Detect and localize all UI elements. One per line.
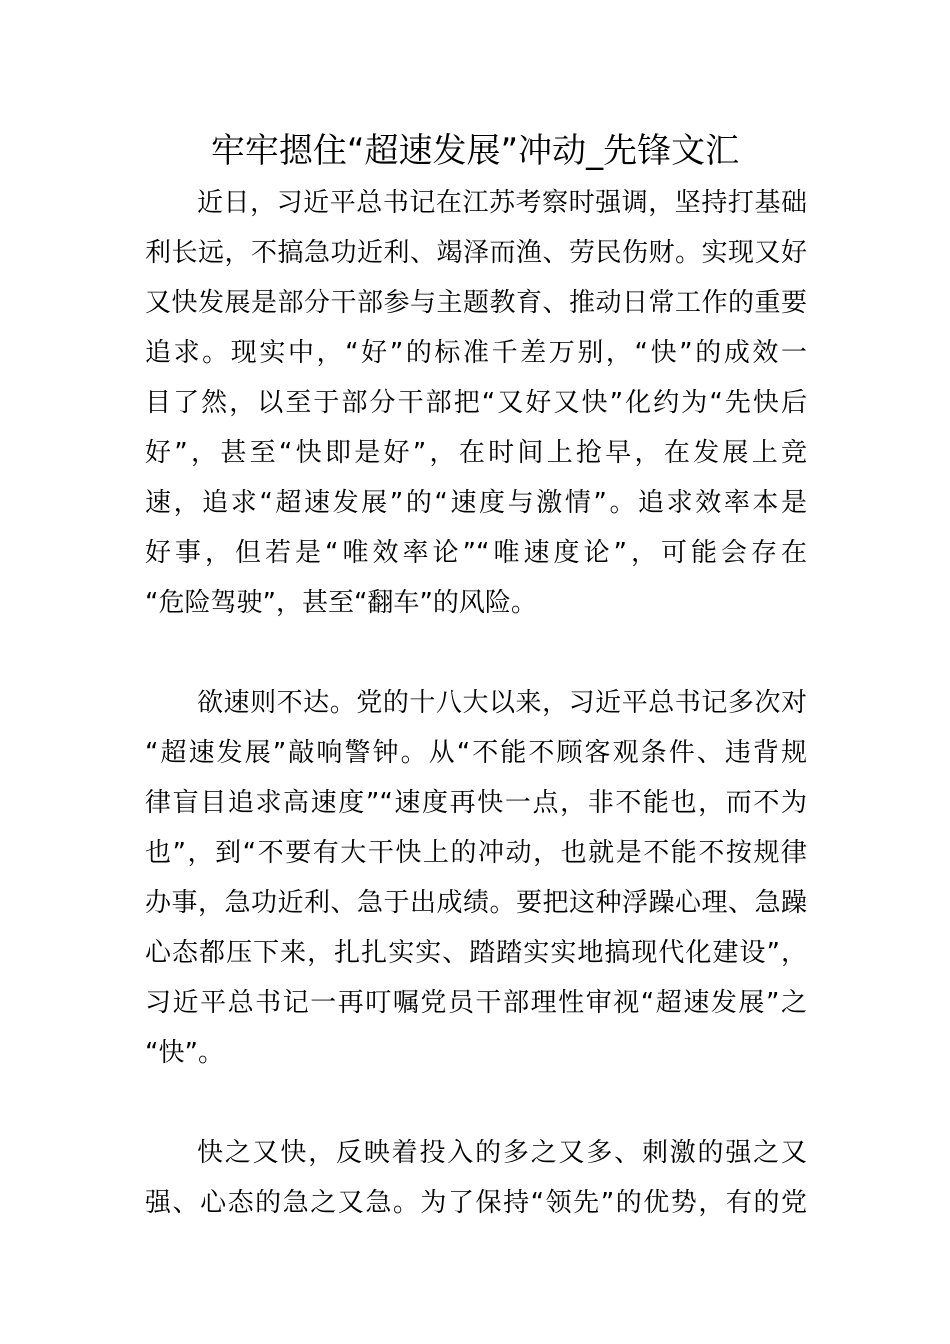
paragraph-1	[145, 178, 807, 628]
document-body	[145, 178, 807, 1228]
paragraph-line: “超速发展”敲响警钟。从“不能不顾客观条件、违背规	[145, 738, 807, 768]
paragraph-line: 心态都压下来，扎扎实实、踏踏实实地搞现代化建设”，	[145, 938, 807, 968]
paragraph-gap	[145, 628, 807, 678]
paragraph-line: 又快发展是部分干部参与主题教育、推动日常工作的重要	[145, 288, 807, 318]
paragraph-line: 利长远，不搞急功近利、竭泽而渔、劳民伤财。实现又好	[145, 238, 807, 268]
paragraph-line: 也”，到“不要有大干快上的冲动，也就是不能不按规律	[145, 838, 807, 868]
paragraph-line: 速，追求“超速发展”的“速度与激情”。追求效率本是	[145, 488, 807, 518]
paragraph-line: 办事，急功近利、急于出成绩。要把这种浮躁心理、急躁	[145, 888, 807, 918]
paragraph-line: 律盲目追求高速度”“速度再快一点，非不能也，而不为	[145, 788, 807, 818]
paragraph-line: 快之又快，反映着投入的多之又多、刺激的强之又	[197, 1138, 807, 1168]
paragraph-line: 习近平总书记一再叮嘱党员干部理性审视“超速发展”之	[145, 988, 807, 1018]
paragraph-line: “快”。	[145, 1038, 224, 1068]
paragraph-line: 目了然，以至于部分干部把“又好又快”化约为“先快后	[145, 388, 807, 418]
paragraph-2	[145, 678, 807, 1078]
paragraph-3	[145, 1128, 807, 1228]
paragraph-line: 好事，但若是“唯效率论”“唯速度论”，可能会存在	[145, 538, 807, 568]
paragraph-line: 好”，甚至“快即是好”，在时间上抢早，在发展上竞	[145, 438, 807, 468]
paragraph-line: 欲速则不达。党的十八大以来，习近平总书记多次对	[197, 688, 807, 718]
paragraph-line: “危险驾驶”，甚至“翻车”的风险。	[145, 588, 537, 618]
paragraph-gap	[145, 1078, 807, 1128]
document-title: 牢牢摁住“超速发展”冲动_先锋文汇	[210, 131, 740, 171]
paragraph-line: 强、心态的急之又急。为了保持“领先”的优势，有的党	[145, 1188, 807, 1218]
paragraph-line: 追求。现实中，“好”的标准千差万别，“快”的成效一	[145, 338, 807, 368]
paragraph-line: 近日，习近平总书记在江苏考察时强调，坚持打基础	[197, 188, 807, 218]
